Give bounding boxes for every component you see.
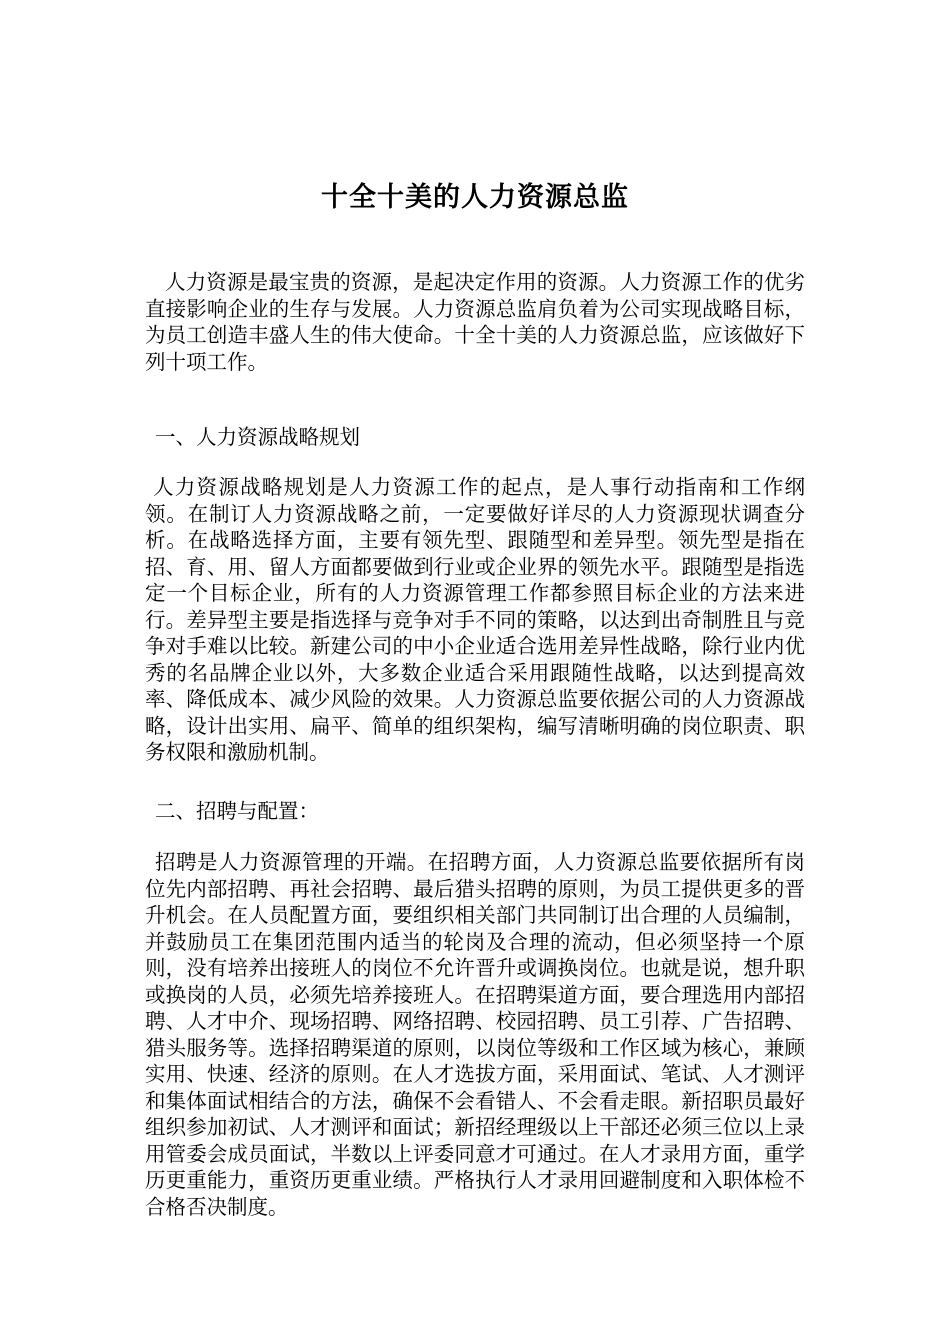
intro-paragraph: 人力资源是最宝贵的资源，是起决定作用的资源。人力资源工作的优劣直接影响企业的生存与发展。人力资源总监肩负着为公司实现战略目标，为员工创造丰盛人生的伟大使命。十全十美的人力资源总监，应该做好下列十项工作。	[145, 270, 805, 374]
section-body-recruitment: 招聘是人力资源管理的开端。在招聘方面，人力资源总监要依据所有岗位先内部招聘、再社会招聘、最后猎头招聘的原则，为员工提供更多的晋升机会。在人员配置方面，要组织相关部门共同制订出合理的人员编制，并鼓励员工在集团范围内适当的轮岗及合理的流动，但必须坚持一个原则，没有培养出接班人的岗位不允许晋升或调换岗位。也就是说，想升职或换岗的人员，必须先培养接班人。在招聘渠道方面，要合理选用内部招聘、人才中介、现场招聘、网络招聘、校园招聘、员工引荐、广告招聘、猎头服务等。选择招聘渠道的原则，以岗位等级和工作区域为核心，兼顾实用、快速、经济的原则。在人才选拔方面，采用面试、笔试、人才测评和集体面试相结合的方法，确保不会看错人、不会看走眼。新招职员最好组织参加初试、人才测评和面试；新招经理级以上干部还必须三位以上录用管委会成员面试，半数以上评委同意才可通过。在人才录用方面，重学历更重能力，重资历更重业绩。严格执行人才录用回避制度和入职体检不合格否决制度。	[145, 850, 805, 1219]
section-body-strategy: 人力资源战略规划是人力资源工作的起点，是人事行动指南和工作纲领。在制订人力资源战略之前，一定要做好详尽的人力资源现状调查分析。在战略选择方面，主要有领先型、跟随型和差异型。领先型是指在招、育、用、留人方面都要做到行业或企业界的领先水平。跟随型是指选定一个目标企业，所有的人力资源管理工作都参照目标企业的方法来进行。差异型主要是指选择与竞争对手不同的策略，以达到出奇制胜且与竞争对手难以比较。新建公司的中小企业适合选用差异性战略，除行业内优秀的名品牌企业以外，大多数企业适合采用跟随性战略，以达到提高效率、降低成本、减少风险的效果。人力资源总监要依据公司的人力资源战略，设计出实用、扁平、简单的组织架构，编写清晰明确的岗位职责、职务权限和激励机制。	[145, 475, 805, 764]
document-title: 十全十美的人力资源总监	[321, 182, 629, 213]
section-heading-recruitment: 二、招聘与配置：	[155, 799, 319, 823]
section-heading-strategy: 一、人力资源战略规划	[155, 425, 360, 449]
